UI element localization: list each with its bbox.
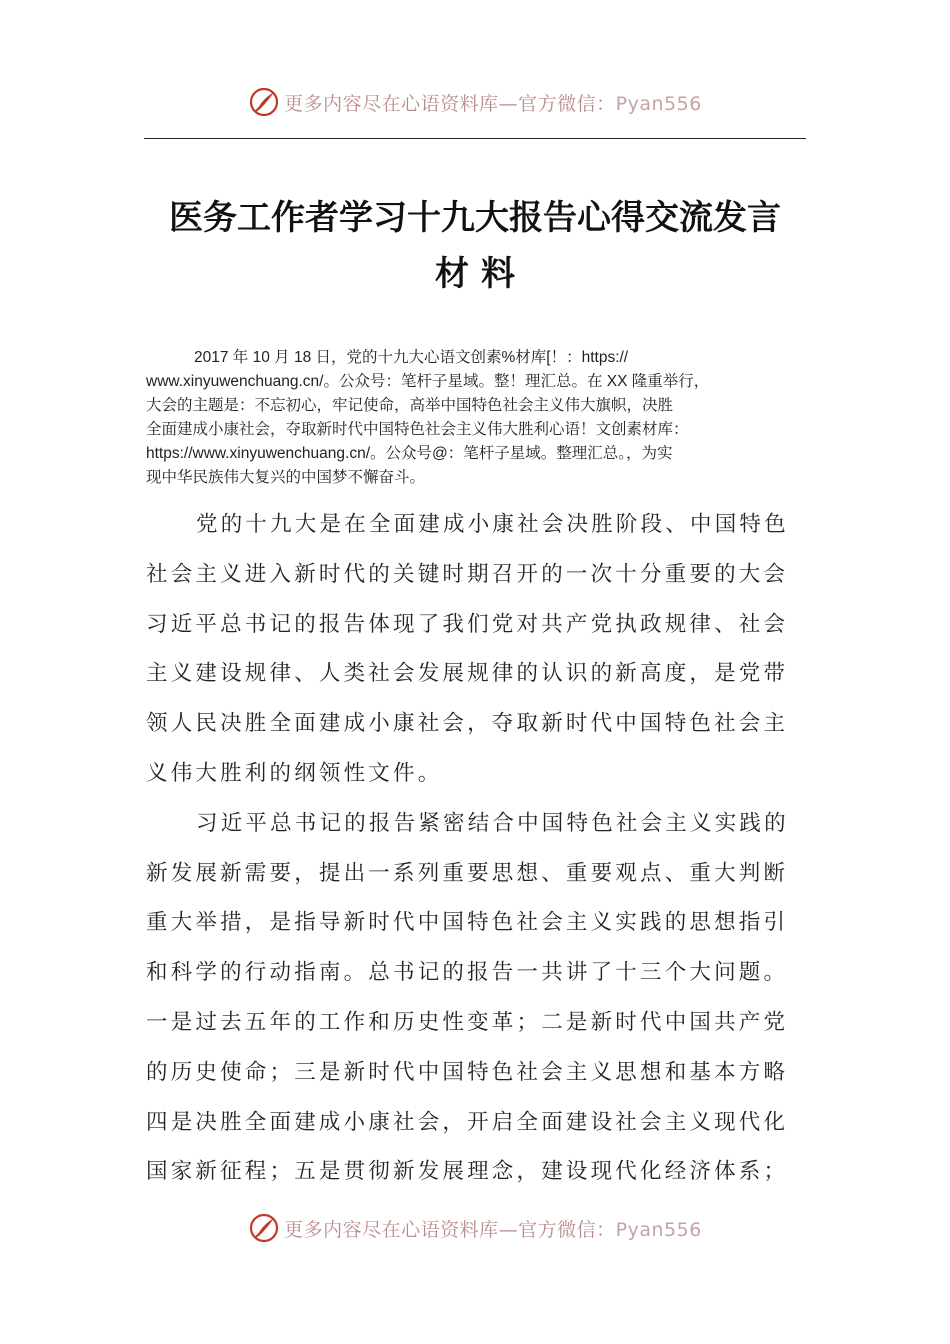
- header-banner-text: 更多内容尽在心语资料库—官方微信：Pyan556: [284, 92, 702, 115]
- document-title: [0, 190, 950, 302]
- paragraph-2-line: 的历史使命；三是新时代中国特色社会主义思想和基本方略: [146, 1059, 789, 1085]
- header-divider: [144, 138, 806, 139]
- footer-wechat-id: Pyan556: [615, 1218, 702, 1241]
- footer-banner: [0, 1210, 950, 1246]
- footer-banner-text: 更多内容尽在心语资料库—官方微信：Pyan556: [284, 1218, 702, 1241]
- title-line-2: 材料: [435, 254, 527, 294]
- lead-line: 全面建成小康社会，夺取新时代中国特色社会主义伟大胜利心语！文创素材库：: [146, 421, 689, 438]
- paragraph-2-line: 一是过去五年的工作和历史性变革；二是新时代中国共产党: [146, 1009, 789, 1035]
- lead-line: 2017 年 10 月 18 日，党的十九大心语文创素%材库[！：https://: [194, 349, 629, 366]
- lead-line: www.xinyuwenchuang.cn/。公众号：笔杆子星域。整！理汇总。在 XX 隆重举行，: [146, 373, 710, 390]
- lead-line: 现中华民族伟大复兴的中国梦不懈奋斗。: [146, 469, 426, 486]
- paragraph-1-line: 义伟大胜利的纲领性文件。: [146, 760, 443, 786]
- paragraph-2-line: 和科学的行动指南。总书记的报告一共讲了十三个大问题。: [146, 960, 789, 986]
- paragraph-2-line: 四是决胜全面建成小康社会，开启全面建设社会主义现代化: [146, 1109, 789, 1135]
- quill-logo-icon: [248, 1212, 280, 1244]
- title-line-1: 医务工作者学习十九大报告心得交流发言: [169, 198, 781, 238]
- paragraph-1-line: 习近平总书记的报告体现了我们党对共产党执政规律、社会: [146, 611, 789, 637]
- paragraph-1-line: 领人民决胜全面建成小康社会，夺取新时代中国特色社会主: [146, 711, 789, 737]
- paragraph-1-line: 党的十九大是在全面建成小康社会决胜阶段、中国特色: [196, 512, 789, 537]
- lead-paragraph: [146, 346, 808, 490]
- paragraph-2-line: 新发展新需要，提出一系列重要思想、重要观点、重大判断: [146, 860, 789, 886]
- lead-line: 大会的主题是：不忘初心，牢记使命，高举中国特色社会主义伟大旗帜，决胜: [146, 397, 674, 414]
- paragraph-1-line: 主义建设规律、人类社会发展规律的认识的新高度，是党带: [146, 661, 789, 687]
- paragraph-1-line: 社会主义进入新时代的关键时期召开的一次十分重要的大会: [146, 561, 789, 587]
- paragraph-2-line: 国家新征程；五是贯彻新发展理念，建设现代化经济体系；: [146, 1159, 789, 1185]
- lead-line: https://www.xinyuwenchuang.cn/。公众号@：笔杆子星域。整理汇总。，为实: [146, 445, 673, 462]
- body-text: [146, 500, 812, 1197]
- quill-logo-icon: [248, 86, 280, 118]
- header-banner: [0, 84, 950, 120]
- paragraph-2-line: 习近平总书记的报告紧密结合中国特色社会主义实践的: [196, 810, 789, 836]
- header-wechat-id: Pyan556: [615, 92, 702, 115]
- paragraph-2-line: 重大举措，是指导新时代中国特色社会主义实践的思想指引: [146, 910, 789, 936]
